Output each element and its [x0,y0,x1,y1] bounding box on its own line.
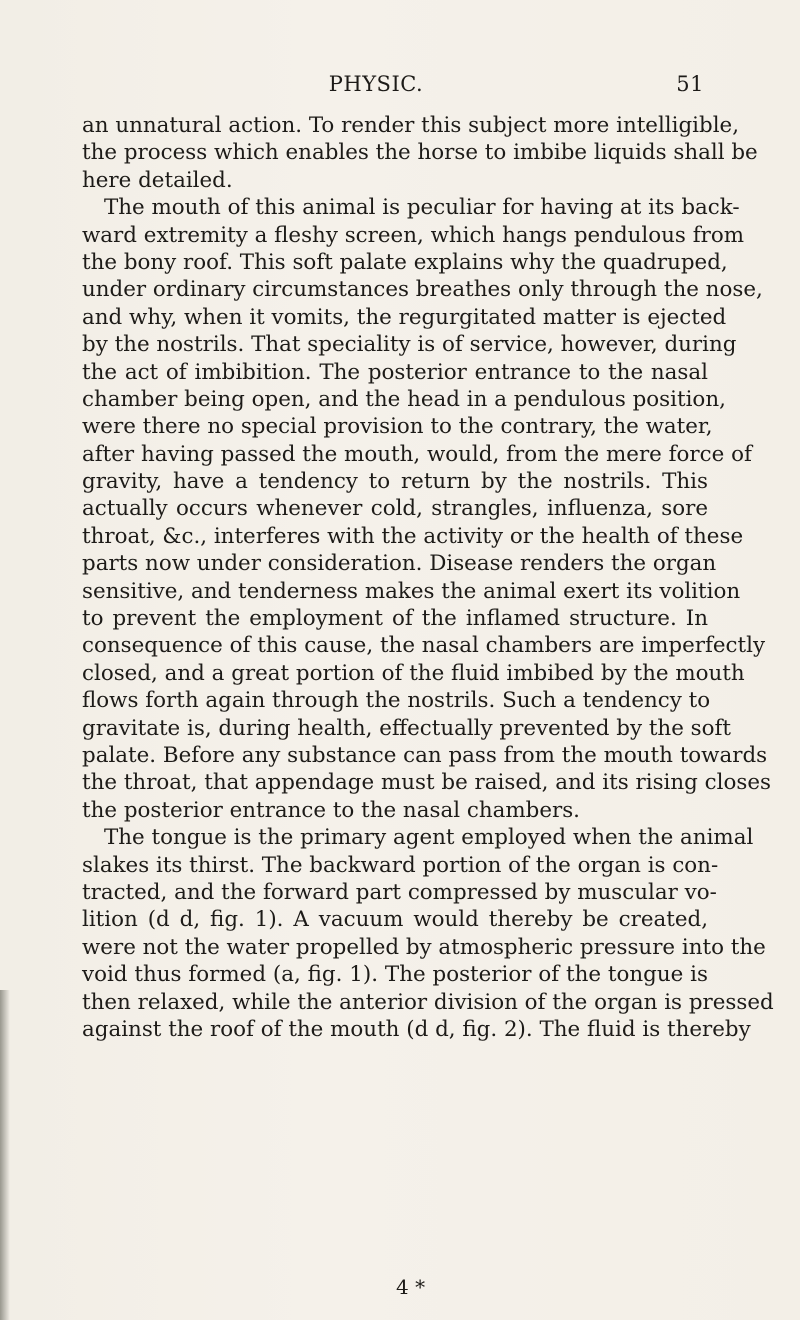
text-line: lition (d d, fig. 1). A vacuum would thereby be created, [82,907,708,933]
text-line: were there no special provision to the contrary, the water, [82,414,713,440]
text-line: here detailed. [82,167,233,193]
page-header [0,72,800,102]
text-line: slakes its thirst. The backward portion of the organ is con- [82,852,719,878]
text-line: void thus formed (a, fig. 1). The posterior of the tongue is [82,962,708,988]
paragraph-start-line: The mouth of this animal is peculiar for having at its back- [104,195,740,221]
text-line: ward extremity a fleshy screen, which hangs pendulous from [82,222,745,248]
text-line: and why, when it vomits, the regurgitated matter is ejected [82,304,727,330]
text-line: the throat, that appendage must be raised, and its rising closes [82,770,771,796]
text-line: against the roof of the mouth (d d, fig. 2). The fluid is thereby [82,1016,751,1042]
text-line: then relaxed, while the anterior division of the organ is pressed [82,989,774,1015]
text-line: the bony roof. This soft palate explains why the quadruped, [82,249,728,275]
text-line: gravity, have a tendency to return by the nostrils. This [82,469,708,495]
text-line: throat, &c., interferes with the activity or the health of these [82,523,744,549]
text-line: the act of imbibition. The posterior entrance to the nasal [82,359,708,385]
page-number: 51 [676,72,704,96]
text-line: closed, and a great portion of the fluid imbibed by the mouth [82,660,745,686]
text-line: under ordinary circumstances breathes only through the nose, [82,277,763,303]
text-line: were not the water propelled by atmospheric pressure into the [82,934,766,960]
text-line: tracted, and the forward part compressed by muscular vo- [82,879,717,905]
signature-mark: 4 * [396,1275,426,1299]
text-line: parts now under consideration. Disease renders the organ [82,551,717,577]
text-line: to prevent the employment of the inflamed structure. In [82,606,708,632]
body-text [82,112,774,1043]
text-line: actually occurs whenever cold, strangles, influenza, sore [82,496,708,522]
text-line: consequence of this cause, the nasal chambers are imperfectly [82,633,766,659]
text-line: after having passed the mouth, would, from the mere force of [82,441,752,467]
text-line: gravitate is, during health, effectually prevented by the soft [82,715,732,741]
text-line: the process which enables the horse to imbibe liquids shall be [82,140,758,166]
signature-mark-row [0,1275,800,1303]
text-line: flows forth again through the nostrils. Such a tendency to [82,688,711,714]
text-line: sensitive, and tenderness makes the animal exert its volition [82,578,741,604]
text-line: palate. Before any substance can pass from the mouth towards [82,742,768,768]
text-line: chamber being open, and the head in a pendulous position, [82,386,726,412]
paragraph-start-line: The tongue is the primary agent employed when the animal [104,825,754,851]
text-line: by the nostrils. That speciality is of service, however, during [82,332,737,358]
text-line: the posterior entrance to the nasal chambers. [82,797,580,823]
running-head: PHYSIC. [328,72,424,96]
page-edge-shadow [0,990,10,1320]
text-line: an unnatural action. To render this subject more intelligible, [82,113,740,138]
